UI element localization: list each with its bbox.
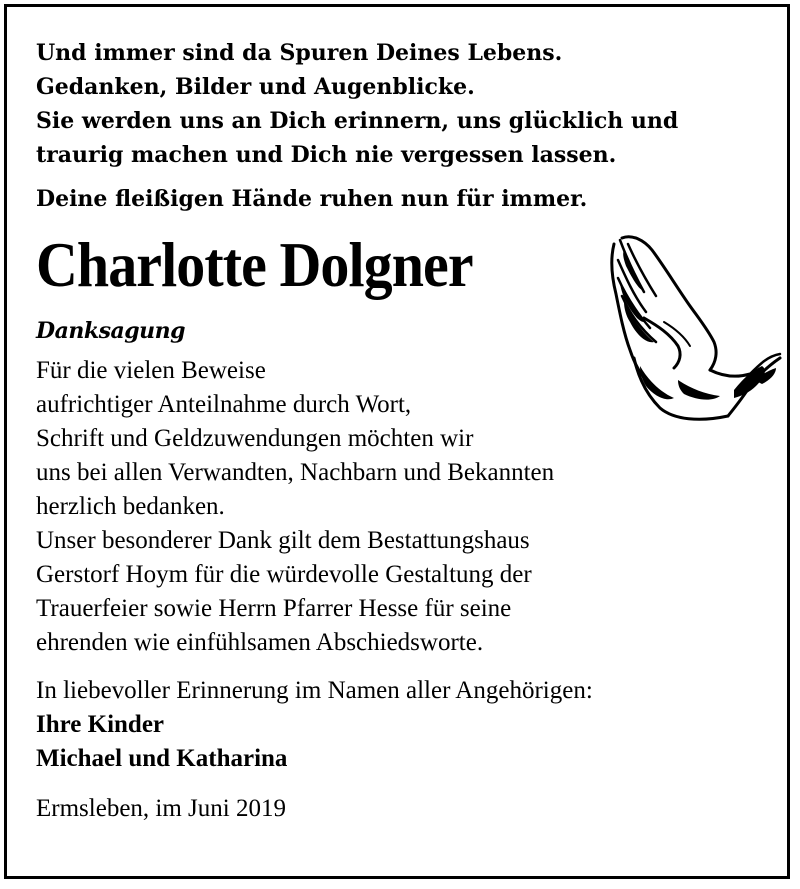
thanks-text-line: Schrift und Geldzuwendungen möchten wir — [36, 425, 474, 452]
signatories — [36, 708, 776, 776]
dedication-line: Deine fleißigen Hände ruhen nun für immer. — [36, 186, 588, 212]
obituary-notice — [36, 36, 776, 826]
thanks-text-line: herzlich bedanken. — [36, 493, 225, 520]
closing-line: In liebevoller Erinnerung im Namen aller Angehörigen: — [36, 677, 593, 704]
signatory-line: Michael und Katharina — [36, 745, 288, 772]
thanks-text-line: Für die vielen Beweise — [36, 357, 266, 384]
signatory-line: Ihre Kinder — [36, 711, 165, 738]
poem-line: Sie werden uns an Dich erinnern, uns glücklich und — [36, 108, 679, 134]
deceased-name: Charlotte Dolgner — [36, 230, 473, 300]
thanks-text-line: uns bei allen Verwandten, Nachbarn und Bekannten — [36, 459, 555, 486]
poem-line: Und immer sind da Spuren Deines Lebens. — [36, 40, 563, 66]
thanks-text-line: aufrichtiger Anteilnahme durch Wort, — [36, 391, 412, 418]
poem-line: traurig machen und Dich nie vergessen lassen. — [36, 142, 617, 168]
poem-line: Gedanken, Bilder und Augenblicke. — [36, 74, 475, 100]
place-date: Ermsleben, im Juni 2019 — [36, 795, 286, 822]
thanks-text-line: Unser besonderer Dank gilt dem Bestattungshaus — [36, 527, 530, 554]
praying-hands-icon — [604, 230, 784, 425]
thanks-text-line: Trauerfeier sowie Herrn Pfarrer Hesse für seine — [36, 595, 512, 622]
memorial-poem — [36, 36, 776, 172]
thanks-heading: Danksagung — [36, 318, 185, 344]
thanks-text-line: ehrenden wie einfühlsamen Abschiedsworte. — [36, 629, 484, 656]
thanks-text-line: Gerstorf Hoym für die würdevolle Gestaltung der — [36, 561, 532, 588]
